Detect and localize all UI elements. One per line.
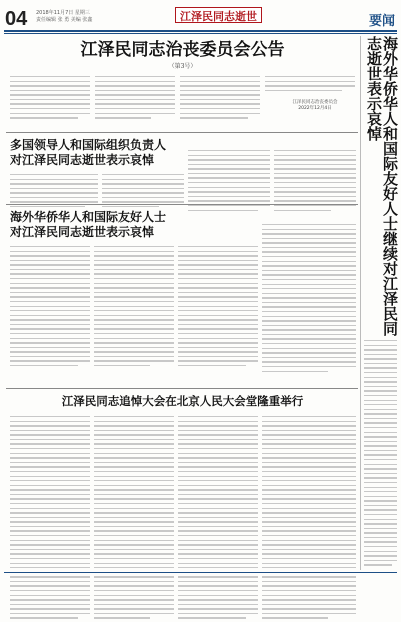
leaders-title-line1: 多国领导人和国际组织负责人 <box>10 138 167 152</box>
announcement-col3 <box>180 76 260 122</box>
divider <box>6 388 358 389</box>
section-label: 要闻 <box>368 14 395 29</box>
memorial-col3 <box>178 416 258 622</box>
side-article-body <box>364 340 397 569</box>
overseas-title-line1: 海外华侨华人和国际友好人士 <box>10 210 167 224</box>
memorial-title: 江泽民同志追悼大会在北京人民大会堂隆重举行 <box>61 394 304 408</box>
leaders-article <box>10 138 200 168</box>
header-date: 2018年11月7日 星期三 <box>36 10 90 16</box>
header-rule-thick <box>4 30 397 32</box>
overseas-article <box>10 210 210 240</box>
masthead-logo: 江泽民同志逝世 <box>175 7 262 23</box>
announcement-article <box>10 40 355 70</box>
announcement-subtitle: （第3号） <box>168 63 197 70</box>
leaders-col1 <box>10 174 98 211</box>
overseas-title-line2: 对江泽民同志逝世表示哀悼 <box>10 225 155 239</box>
overseas-col2 <box>94 246 174 370</box>
footer-rule <box>4 572 397 573</box>
announcement-signature: 江泽民同志治丧委员会 2022年12月4日 <box>292 100 338 111</box>
announcement-title: 江泽民同志治丧委员会公告 <box>80 40 285 60</box>
header-editors: 责任编辑 张 勇 美编 张鑫 <box>36 17 93 23</box>
divider <box>6 132 358 133</box>
overseas-col1 <box>10 246 90 370</box>
announcement-col4 <box>265 76 355 94</box>
announcement-col1 <box>10 76 90 122</box>
page-header <box>0 0 401 34</box>
divider <box>6 204 358 205</box>
memorial-article <box>10 394 355 408</box>
side-article-title: 海外华侨华人和国际友好人士继续对江泽民同志逝世表示哀悼 <box>365 36 399 336</box>
header-rule-thin <box>4 33 397 34</box>
leaders-col2 <box>102 174 184 211</box>
column-divider <box>360 36 361 570</box>
header-meta <box>36 10 92 24</box>
memorial-col2 <box>94 416 174 622</box>
memorial-col4 <box>262 416 356 622</box>
overseas-col4 <box>262 224 356 375</box>
page-number: 04 <box>5 8 28 30</box>
announcement-col2 <box>95 76 175 122</box>
overseas-col3 <box>178 246 258 370</box>
leaders-title-line2: 对江泽民同志逝世表示哀悼 <box>10 153 155 167</box>
memorial-col1 <box>10 416 90 622</box>
